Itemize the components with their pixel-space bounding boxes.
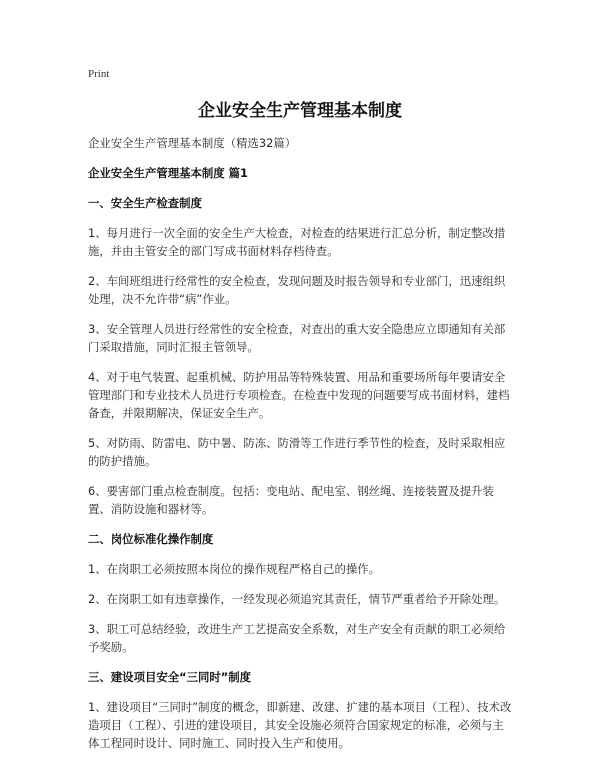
section-heading-three-simultaneous: 三、建设项目安全“三同时”制度 <box>88 670 252 684</box>
paragraph: 1、每月进行一次全面的安全生产大检查，对检查的结果进行汇总分析，制定整改措施，并由主管安全的部门写成书面材料存档待查。 <box>88 226 506 258</box>
paragraph: 1、建设项目“三同时”制度的概念，即新建、改建、扩建的基本项目（工程）、技术改造项目（工程）、引进的建设项目，其安全设施必须符合国家规定的标准，必须与主体工程同时设计、同时施工、同时投入生产和使用。 <box>88 700 512 750</box>
chapter-heading: 企业安全生产管理基本制度 篇1 <box>88 166 248 180</box>
paragraph: 3、安全管理人员进行经常性的安全检查，对查出的重大安全隐患应立即通知有关部门采取措施，同时汇报主管领导。 <box>88 322 506 354</box>
paragraph: 1、在岗职工必须按照本岗位的操作规程严格自己的操作。 <box>88 562 381 576</box>
paragraph: 6、要害部门重点检查制度。包括：变电站、配电室、钢丝绳、连接装置及提升装置、消防设施和器材等。 <box>88 484 494 516</box>
paragraph: 3、职工可总结经验，改进生产工艺提高安全系数，对生产安全有贡献的职工必须给予奖励。 <box>88 622 506 654</box>
paragraph: 4、对于电气装置、起重机械、防护用品等特殊装置、用品和重要场所每年要请安全管理部门和专业技术人员进行专项检查。在检查中发现的问题要写成书面材料，建档备查，并限期解决，保证安全生产。 <box>88 370 510 420</box>
paragraph: 5、对防雨、防雷电、防中暑、防冻、防滑等工作进行季节性的检查，及时采取相应的防护措施。 <box>88 436 506 468</box>
paragraph: 2、车间班组进行经常性的安全检查，发现问题及时报告领导和专业部门，迅速组织处理，决不允许带“病”作业。 <box>88 274 506 306</box>
paragraph: 2、在岗职工如有违章操作，一经发现必须追究其责任，情节严重者给予开除处理。 <box>88 592 506 606</box>
document-content <box>88 134 514 764</box>
section-heading-standard-operation: 二、岗位标准化操作制度 <box>88 532 214 546</box>
print-link[interactable]: Print <box>88 68 110 80</box>
document-title: 企业安全生产管理基本制度 <box>198 101 402 121</box>
document-subtitle: 企业安全生产管理基本制度（精选32篇） <box>88 136 297 150</box>
section-heading-inspection: 一、安全生产检查制度 <box>88 196 202 210</box>
